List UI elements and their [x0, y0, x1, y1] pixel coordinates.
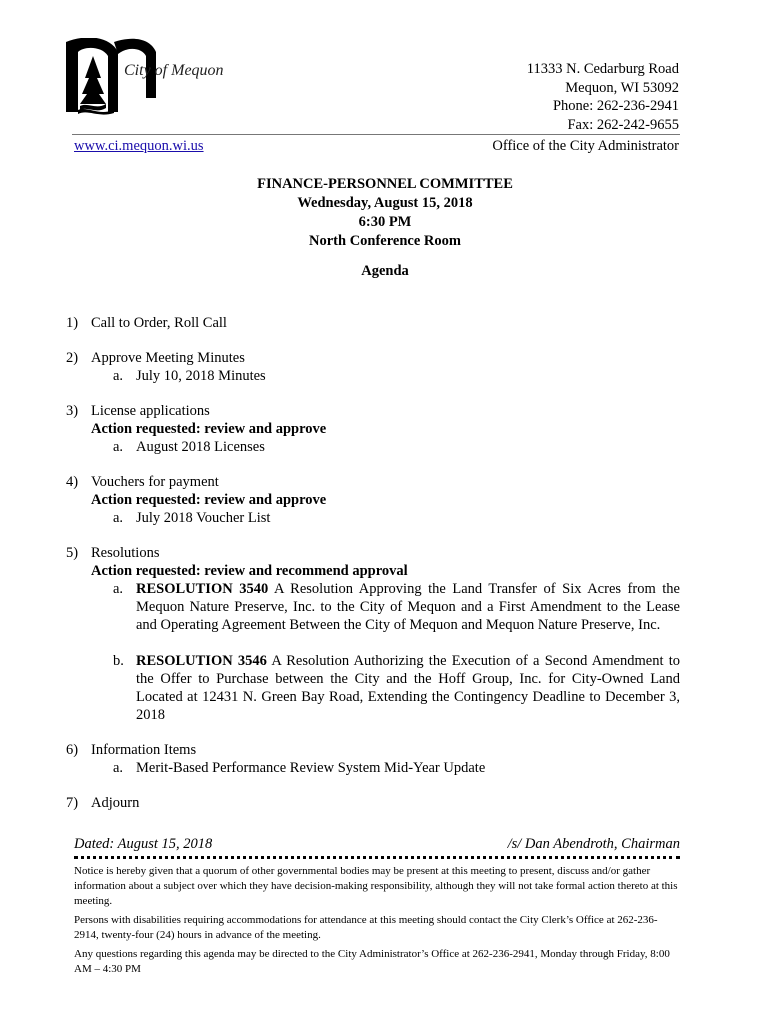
address-fax: Fax: 262-242-9655	[567, 116, 679, 133]
city-logo	[66, 38, 246, 116]
sub-item-letter: a.	[113, 760, 124, 776]
action-requested: Action requested: review and recommend approval	[91, 563, 408, 579]
agenda-item	[66, 349, 680, 385]
sub-item-letter: a.	[113, 439, 124, 455]
sub-item	[91, 652, 680, 724]
agenda-item	[66, 314, 680, 332]
meeting-time: 6:30 PM	[358, 214, 412, 230]
address-phone: Phone: 262-236-2941	[552, 98, 679, 114]
meeting-date: Wednesday, August 15, 2018	[297, 195, 473, 211]
agenda-heading: Agenda	[361, 263, 409, 279]
questions-notice: Any questions regarding this agenda may be directed to the City Administrator’s Office at 262-236-2941, Monday through Friday, 8:00 AM – 4:30 PM	[74, 948, 670, 975]
item-title: Adjourn	[91, 795, 140, 811]
item-number: 7)	[66, 795, 79, 811]
sub-item	[91, 580, 680, 634]
sub-item-text: A Resolution Approving the Land Transfer of Six Acres from the Mequon Nature Preserve, Inc. to the City of Mequon and a First Amendment to the Lease and Operating Agreement Between the City of Mequon and Mequon Nature Preserve, Inc.	[136, 581, 680, 633]
item-title: Resolutions	[91, 545, 160, 561]
sub-item-text: Merit-Based Performance Review System Mid-Year Update	[136, 760, 486, 776]
item-number: 1)	[66, 315, 79, 331]
sub-item-letter: b.	[113, 653, 124, 669]
item-title: Approve Meeting Minutes	[91, 350, 245, 366]
notices	[74, 864, 680, 981]
agenda-items	[66, 314, 680, 829]
agenda-item	[66, 402, 680, 456]
sub-item-text: July 10, 2018 Minutes	[136, 368, 266, 384]
item-number: 2)	[66, 350, 79, 366]
item-title: License applications	[91, 403, 210, 419]
accessibility-notice: Persons with disabilities requiring accommodations for attendance at this meeting should contact the City Clerk’s Office at 262-236-2914, twenty-four (24) hours in advance of the meeting.	[74, 914, 658, 941]
sub-item-text: A Resolution Authorizing the Execution of a Second Amendment to the Offer to Purchase between the City and the Hoff Group, Inc. for City-Owned Land Located at 12431 N. Green Bay Road, Extending the Contingency Deadline to December 3, 2018	[136, 653, 680, 723]
sub-item	[91, 509, 680, 527]
committee-name: FINANCE-PERSONNEL COMMITTEE	[257, 176, 513, 192]
meeting-location: North Conference Room	[309, 233, 461, 249]
sub-item	[91, 367, 680, 385]
quorum-notice: Notice is hereby given that a quorum of other governmental bodies may be present at this meeting to present, discuss and/or gather information about a subject over which they have decision-making responsibility, although they will not take formal action thereto at this meeting.	[74, 865, 678, 907]
item-number: 4)	[66, 474, 79, 490]
logo-text: City of Mequon	[124, 62, 224, 79]
sub-item-text: August 2018 Licenses	[136, 439, 265, 455]
meeting-info	[0, 175, 770, 251]
website-link[interactable]: www.ci.mequon.wi.us	[74, 138, 204, 154]
sub-item	[91, 438, 680, 456]
dated-text: Dated: August 15, 2018	[74, 836, 213, 852]
sub-item-letter: a.	[113, 510, 124, 526]
header-divider	[72, 134, 680, 135]
address-block	[527, 60, 679, 134]
item-number: 3)	[66, 403, 79, 419]
item-title: Information Items	[91, 742, 197, 758]
agenda-item	[66, 794, 680, 812]
address-city: Mequon, WI 53092	[565, 79, 679, 96]
address-street: 11333 N. Cedarburg Road	[526, 61, 679, 77]
item-title: Vouchers for payment	[91, 474, 219, 490]
sub-item-letter: a.	[113, 581, 124, 597]
agenda-item	[66, 544, 680, 724]
resolution-number: RESOLUTION 3540	[136, 581, 269, 597]
resolution-number: RESOLUTION 3546	[136, 653, 267, 669]
item-number: 5)	[66, 545, 79, 561]
sub-item	[91, 759, 680, 777]
item-number: 6)	[66, 742, 79, 758]
office-name: Office of the City Administrator	[492, 138, 679, 154]
sub-item-letter: a.	[113, 368, 124, 384]
action-requested: Action requested: review and approve	[91, 492, 327, 508]
action-requested: Action requested: review and approve	[91, 421, 327, 437]
agenda-item	[66, 741, 680, 777]
signature-line	[74, 836, 680, 859]
signature-text: /s/ Dan Abendroth, Chairman	[507, 836, 680, 852]
item-title: Call to Order, Roll Call	[91, 315, 227, 331]
sub-item-text: July 2018 Voucher List	[136, 510, 271, 526]
agenda-item	[66, 473, 680, 527]
